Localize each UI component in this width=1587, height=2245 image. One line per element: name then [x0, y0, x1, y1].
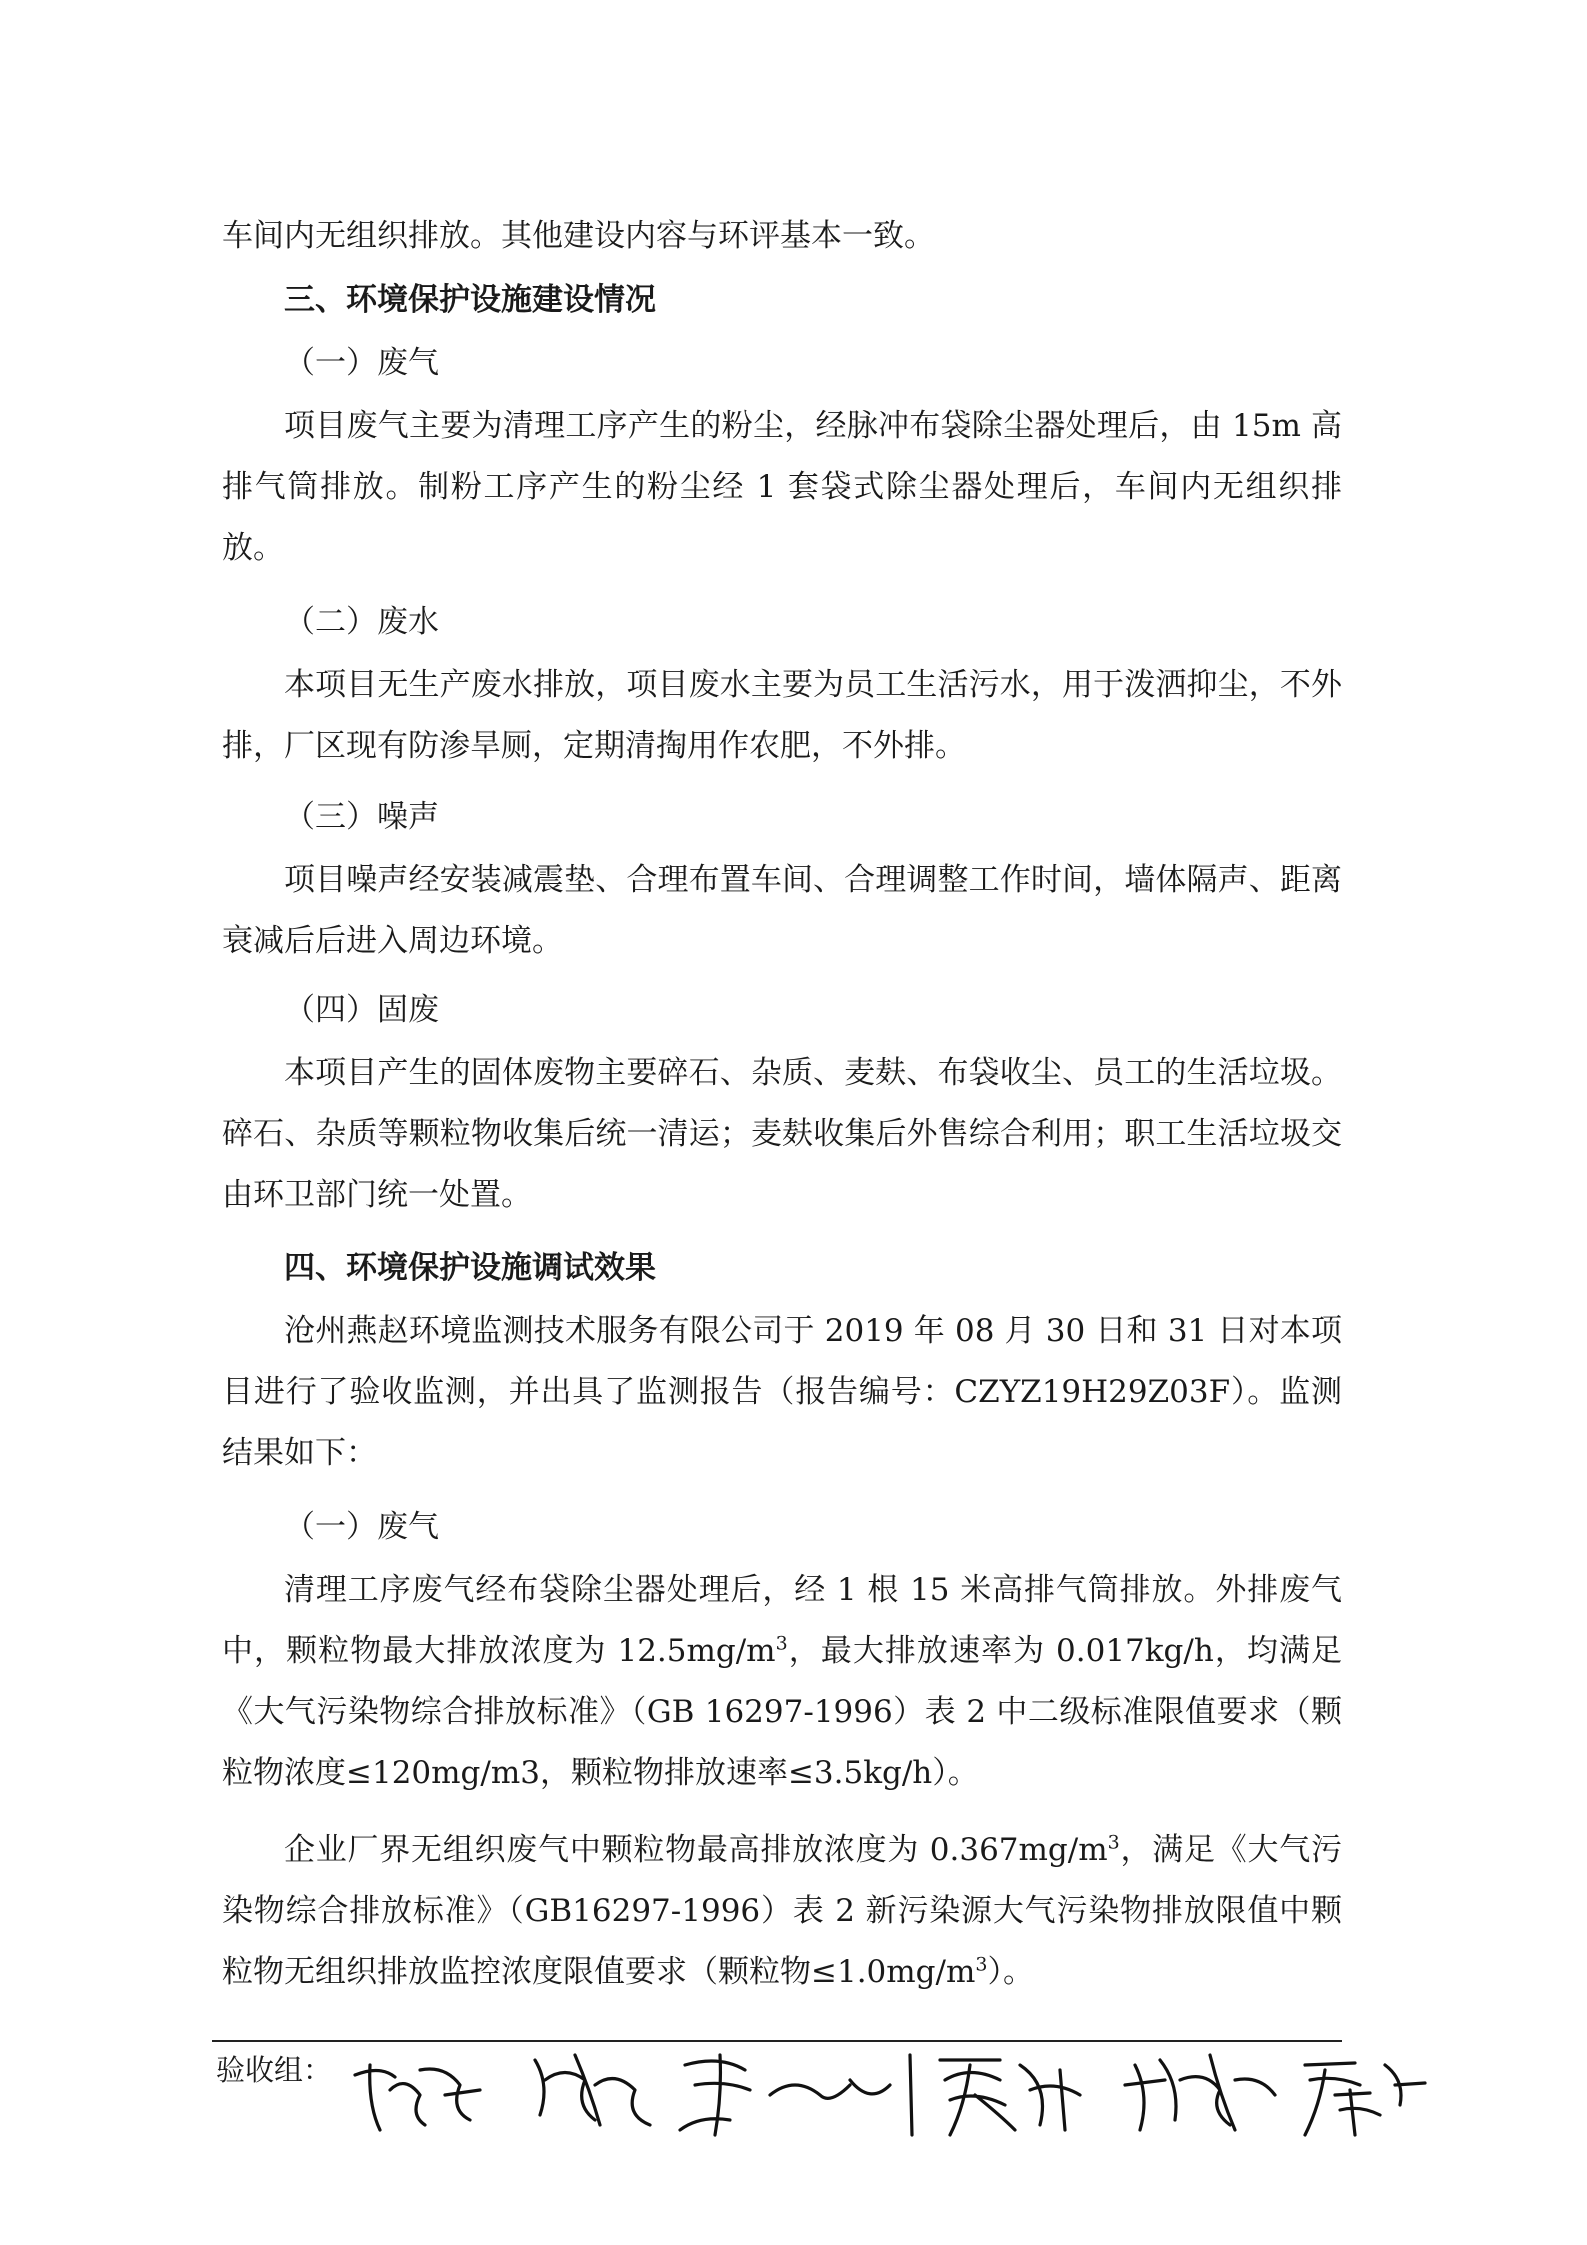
handwritten-signatures [350, 2035, 1430, 2145]
paragraph-organized-emission [222, 1560, 1342, 1804]
subheading-waste-gas: （一）废气 [284, 345, 439, 381]
subheading-waste-gas-result: （一）废气 [284, 1509, 439, 1545]
section-heading-4: 四、环境保护设施调试效果 [284, 1250, 656, 1286]
superscript: 3 [775, 1632, 788, 1655]
subheading-waste-water: （二）废水 [284, 604, 439, 640]
subheading-noise: （三）噪声 [284, 799, 439, 835]
section-heading-3: 三、环境保护设施建设情况 [284, 282, 656, 318]
text-part: ，最大排放速率为 0.017kg/h，均满足《大气污染物综合排放标准》（GB 16297-1996）表 2 中二级标准限值要求（颗粒物浓度≤120mg/m3，颗粒物排放速率≤3.5kg/h）。 [222, 1633, 1342, 1791]
acceptance-group-label: 验收组： [216, 2053, 333, 2087]
text-part: 企业厂界无组织废气中颗粒物最高排放浓度为 0.367mg/m [284, 1832, 1108, 1868]
text-part: ）。 [987, 1954, 1034, 1990]
paragraph-noise: 项目噪声经安装减震垫、合理布置车间、合理调整工作时间，墙体隔声、距离衰减后后进入周边环境。 [222, 862, 1342, 959]
text-part: ，满足《大气污染物综合排放标准》（GB16297-1996）表 2 新污染源大气污染物排放限值中颗粒物无组织排放监控浓度限值要求（颗粒物≤1.0mg/m [222, 1832, 1342, 1990]
paragraph-monitoring-intro: 沧州燕赵环境监测技术服务有限公司于 2019 年 08 月 30 日和 31 日对本项目进行了验收监测，并出具了监测报告（报告编号：CZYZ19H29Z03F）。监测结果如下： [222, 1313, 1342, 1471]
paragraph-waste-water: 本项目无生产废水排放，项目废水主要为员工生活污水，用于泼洒抑尘，不外排，厂区现有防渗旱厕，定期清掏用作农肥，不外排。 [222, 667, 1342, 764]
paragraph-solid-waste: 本项目产生的固体废物主要碎石、杂质、麦麸、布袋收尘、员工的生活垃圾。碎石、杂质等颗粒物收集后统一清运；麦麸收集后外售综合利用；职工生活垃圾交由环卫部门统一处置。 [222, 1055, 1342, 1213]
text-part: 清理工序废气经布袋除尘器处理后，经 1 根 15 米高排气筒排放。外排废气中，颗粒物最大排放浓度为 12.5mg/m [222, 1572, 1342, 1669]
superscript: 3 [1107, 1831, 1120, 1854]
paragraph-continued: 车间内无组织排放。其他建设内容与环评基本一致。 [222, 218, 935, 254]
paragraph-unorganized-emission [222, 1820, 1342, 2003]
subheading-solid-waste: （四）固废 [284, 992, 439, 1028]
superscript: 3 [975, 1953, 988, 1976]
paragraph-waste-gas: 项目废气主要为清理工序产生的粉尘，经脉冲布袋除尘器处理后，由 15m 高排气筒排放。制粉工序产生的粉尘经 1 套袋式除尘器处理后，车间内无组织排放。 [222, 408, 1342, 566]
